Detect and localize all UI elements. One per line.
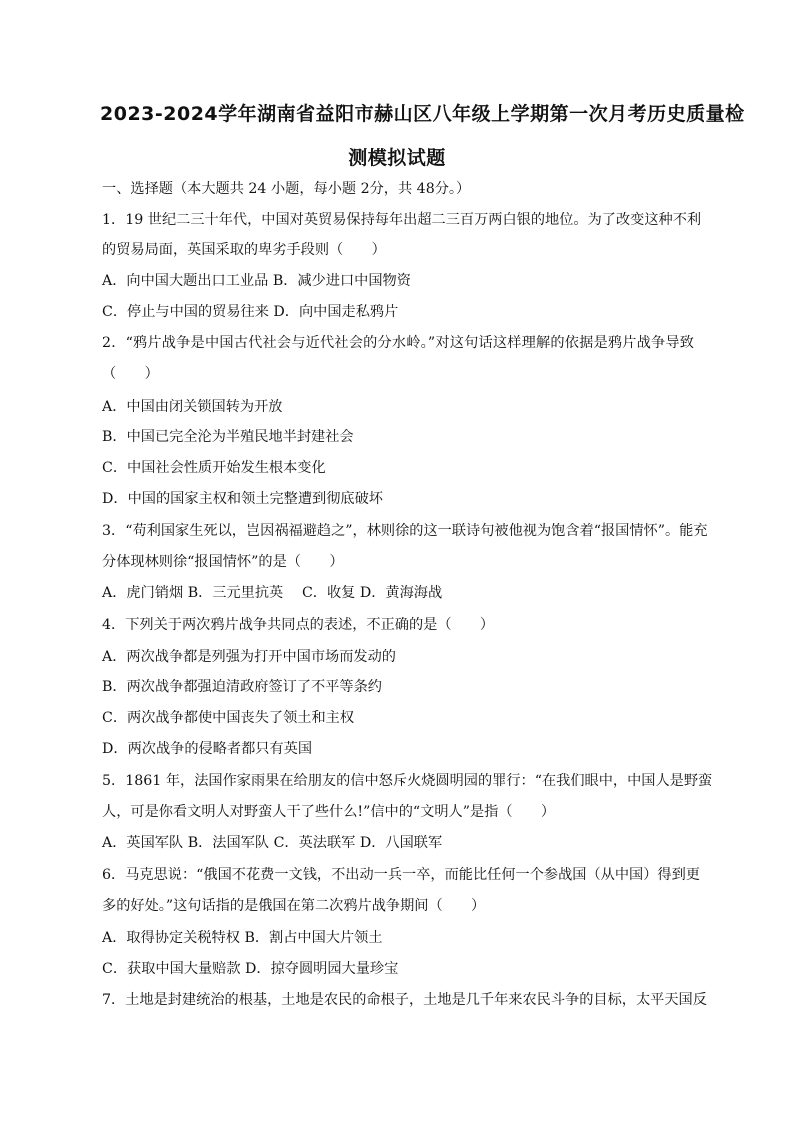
question-4-option-c: C．两次战争都使中国丧失了领土和主权 <box>102 710 355 726</box>
question-2-option-a: A．中国由闭关锁国转为开放 <box>102 399 283 415</box>
question-2-stem-line-1: 2．“鸦片战争是中国古代社会与近代社会的分水岭。”对这句话这样理解的依据是鸦片战争导致 <box>102 335 694 351</box>
question-1-stem-line-2: 的贸易局面，英国采取的卑劣手段则（ ） <box>102 242 386 258</box>
question-2-stem-line-2: （ ） <box>102 366 159 382</box>
question-1-stem-line-1: 1．19 世纪二三十年代，中国对英贸易保持每年出超二三百万两白银的地位。为了改变这种不利 <box>102 212 702 228</box>
question-1-option-line-1: A．向中国大题出口工业品 B．减少进口中国物资 <box>102 273 411 289</box>
question-4-option-a: A．两次战争都是列强为打开中国市场而发动的 <box>102 649 396 665</box>
question-6-stem-line-1: 6．马克思说：“俄国不花费一文钱，不出动一兵一卒，而能比任何一个参战国（从中国）得到更 <box>102 867 700 883</box>
question-3-stem-line-1: 3．“苟利国家生死以，岂因祸福避趋之”，林则徐的这一联诗句被他视为饱含着“报国情怀”。能充 <box>102 523 708 539</box>
question-3-option-line-1: A．虎门销烟 B．三元里抗英 C．收复 D．黄海海战 <box>102 585 443 601</box>
question-5-option-line-1: A．英国军队 B．法国军队 C．英法联军 D．八国联军 <box>102 835 443 851</box>
question-4-stem-line-1: 4．下列关于两次鸦片战争共同点的表述，不正确的是（ ） <box>102 617 495 633</box>
question-4-option-b: B．两次战争都强迫清政府签订了不平等条约 <box>102 679 382 695</box>
section-heading: 一、选择题（本大题共 24 小题，每小题 2分，共 48分。） <box>102 181 471 197</box>
question-4-option-d: D．两次战争的侵略者都只有英国 <box>102 741 313 757</box>
question-2-option-c: C．中国社会性质开始发生根本变化 <box>102 460 326 476</box>
document-title-line-2: 测模拟试题 <box>348 147 446 169</box>
question-5-stem-line-1: 5．1861 年，法国作家雨果在给朋友的信中怒斥火烧圆明园的罪行：“在我们眼中，中国人是野蛮 <box>102 773 713 789</box>
question-3-stem-line-2: 分体现林则徐“报国情怀”的是（ ） <box>102 554 344 570</box>
question-6-stem-line-2: 多的好处。”这句话指的是俄国在第二次鸦片战争期间（ ） <box>102 898 486 914</box>
question-6-option-line-1: A．取得协定关税特权 B．割占中国大片领土 <box>102 930 383 946</box>
question-2-option-d: D．中国的国家主权和领土完整遭到彻底破坏 <box>102 491 383 507</box>
question-5-stem-line-2: 人，可是你看文明人对野蛮人干了些什么!”信中的“文明人”是指（ ） <box>102 804 556 820</box>
question-6-option-line-2: C．获取中国大量赔款 D．掠夺圆明园大量珍宝 <box>102 961 399 977</box>
question-1-option-line-2: C．停止与中国的贸易往来 D．向中国走私鸦片 <box>102 304 399 320</box>
question-2-option-b: B．中国已完全沦为半殖民地半封建社会 <box>102 429 354 445</box>
question-7-stem-line-1: 7．土地是封建统治的根基，土地是农民的命根子，土地是几千年来农民斗争的目标，太平天国反 <box>102 992 707 1008</box>
document-title-line-1: 2023-2024学年湖南省益阳市赫山区八年级上学期第一次月考历史质量检 <box>100 103 745 125</box>
